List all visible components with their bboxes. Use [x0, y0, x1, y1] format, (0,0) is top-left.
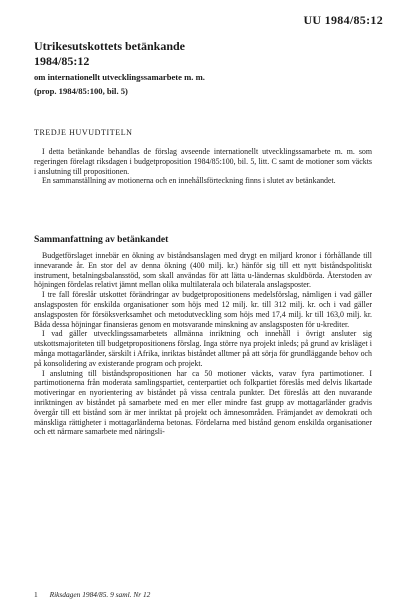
page-number: 1	[34, 590, 38, 599]
summary-paragraph: I vad gäller utvecklingssamarbetets allmänna inriktning och innehåll i övrigt ansluter sig utskottsmajoriteten till budgetpropositionens förslag. Inga större nya projekt inleds; på grund av krisläget i många mottagarländer, särskilt i Afrika, inriktas biståndet alltmer på att sörja för grundläggande behov och på konsolidering av existerande program och projekt.	[34, 329, 372, 368]
title-block	[34, 39, 374, 97]
summary-text	[34, 251, 372, 437]
report-subject: om internationellt utvecklingssamarbete m. m.	[34, 72, 205, 82]
summary-paragraph: Budgetförslaget innebär en ökning av biståndsanslagen med drygt en miljard kronor i förhållande till innevarande år. En stor del av denna ökning (400 milj. kr.) hänför sig till ett nytt biståndspolitiskt instrument, betalningsbalansstöd, som skall användas för att lätta u-ländernas skuldbörda. Återstoden av höjningen fördelas relativt jämnt mellan olika multilaterala och bilaterala anslagsposter.	[34, 251, 372, 290]
page-footer	[34, 590, 150, 599]
summary-paragraph: I tre fall föreslår utskottet förändringar av budgetpropositionens medelsförslag, nämligen i vad gäller anslagsposten för enskilda organisationer som höjs med 12 milj. kr. till 312 milj. kr. och i vad gäller anslagsposten för försöksverksamhet och metodutveckling som höjs med 17,4 milj. kr till 163,0 milj. kr. Båda dessa höjningar finansieras genom en motsvarande minskning av anslagsposten för u-krediter.	[34, 290, 372, 329]
intro-paragraph: En sammanställning av motionerna och en innehållsförteckning finns i slutet av betänkandet.	[42, 176, 336, 186]
summary-heading: Sammanfattning av betänkandet	[34, 234, 169, 245]
intro-paragraph: I detta betänkande behandlas de förslag avseende internationellt utvecklingssamarbete m. m. som regeringen förelagt riksdagen i budgetproposition 1984/85:100, bil. 5, litt. C samt de motioner som väckts i anslutning till propositionen.	[34, 147, 372, 176]
report-title: Utrikesutskottets betänkande	[34, 39, 186, 53]
document-id: UU 1984/85:12	[303, 13, 383, 27]
report-number: 1984/85:12	[34, 54, 90, 68]
section-heading: TREDJE HUVUDTITELN	[34, 128, 133, 137]
source-line: Riksdagen 1984/85. 9 saml. Nr 12	[49, 590, 151, 599]
intro-text	[34, 147, 372, 186]
report-reference: (prop. 1984/85:100, bil. 5)	[34, 86, 128, 96]
summary-paragraph: I anslutning till biståndspropositionen har ca 50 motioner väckts, varav fyra partimotioner. I partimotionerna från moderata samlingspartiet, centerpartiet och folkpartiet föreslås med delvis likartade motiveringar en nyorientering av biståndet på vissa centrala punkter. Det föreslås att den nuvarande inriktningen av biståndet på samarbete med en mer eller mindre fast grupp av mottagarländer gradvis övergår till ett bistånd som är mer inriktat på projekt och ämnesområden. Främjandet av demokrati och mänskliga rättigheter i mottagarländerna betonas. Fördelarna med bistånd genom enskilda organisationer och ett närmare samarbete med näringsli-	[34, 368, 372, 437]
